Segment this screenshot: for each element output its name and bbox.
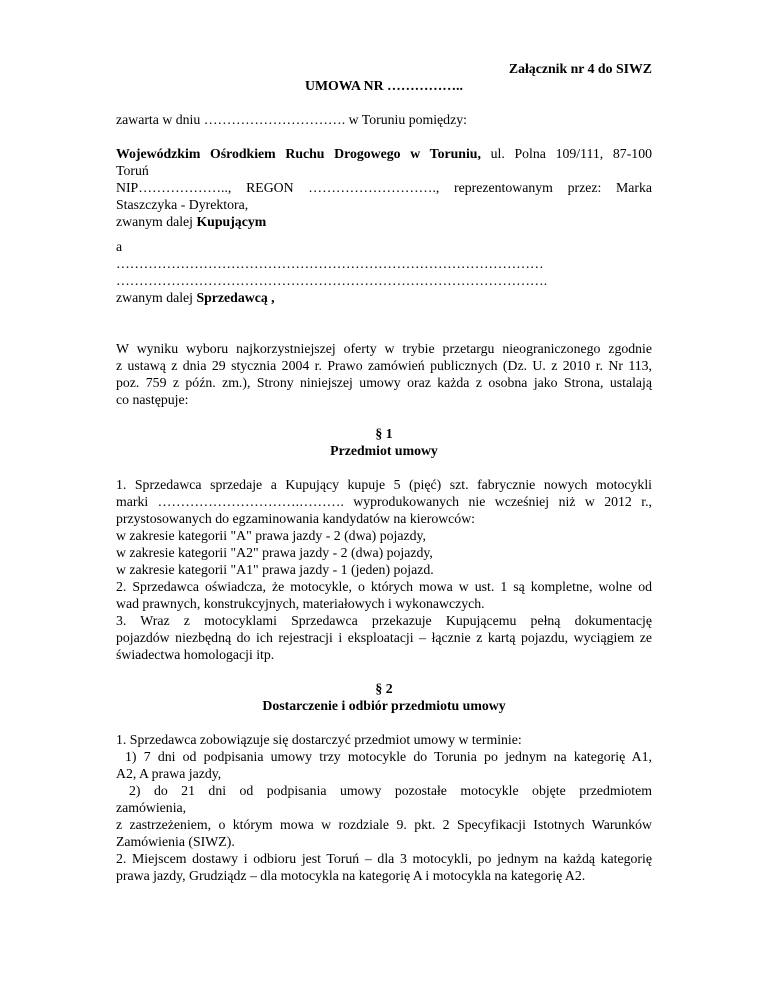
seller-dots-2: …………………………………………………………………………………. <box>116 273 548 288</box>
section-line: 2. Miejscem dostawy i odbioru jest Toruń – dla 3 motocykli, po jednym na każdą kategorię <box>116 851 652 866</box>
section-line: wad prawnych, konstrukcyjnych, materiałowych i wykonawczych. <box>116 596 485 611</box>
seller-called-suffix: , <box>267 290 275 305</box>
section-line: A2, A prawa jazdy, <box>116 766 222 781</box>
section-line: 2) do 21 dni od podpisania umowy pozostałe motocykle objęte przedmiotem <box>129 783 652 798</box>
section-line: 1. Sprzedawca zobowiązuje się dostarczyć przedmiot umowy w terminie: <box>116 732 522 747</box>
agreement-title: UMOWA NR …………….. <box>305 78 463 93</box>
annex-label: Załącznik nr 4 do SIWZ <box>508 61 652 76</box>
section-number: § 2 <box>375 681 393 696</box>
seller-called-name: Sprzedawcą <box>196 290 268 305</box>
section-line: Zamówienia (SIWZ). <box>116 834 235 849</box>
intro-line: W wyniku wyboru najkorzystniejszej oferty w trybie przetargu nieograniczonego zgodnie <box>116 341 652 356</box>
section-line: prawa jazdy, Grudziądz – dla motocykla na kategorię A i motocykla na kategorię A2. <box>116 868 586 883</box>
intro-line: poz. 759 z późn. zm.), Strony niniejszej umowy oraz każda z osobna jako Strona, ustalają <box>116 375 652 390</box>
section-line: świadectwa homologacji itp. <box>116 647 275 662</box>
seller-dots-1: ………………………………………………………………………………… <box>116 256 544 271</box>
section-line: 1. Sprzedawca sprzedaje a Kupujący kupuje 5 (pięć) szt. fabrycznie nowych motocykli <box>116 477 652 492</box>
seller-called-prefix: zwanym dalej <box>116 290 197 305</box>
section-number: § 1 <box>375 426 393 441</box>
section-line: 2. Sprzedawca oświadcza, że motocykle, o których mowa w ust. 1 są kompletne, wolne od <box>116 579 652 594</box>
buyer-called <box>116 213 652 230</box>
buyer-block <box>116 145 652 230</box>
section-line: 1) 7 dni od podpisania umowy trzy motocykle do Torunia po jednym na kategorię A1, <box>125 749 652 764</box>
section-line: 3. Wraz z motocyklami Sprzedawca przekazuje Kupującemu pełną dokumentację <box>116 613 652 628</box>
buyer-called-name: Kupującym <box>196 214 267 229</box>
concluded-line: zawarta w dniu …………………………. w Toruniu pomiędzy: <box>116 112 467 127</box>
section-2-body <box>116 731 652 884</box>
buyer-nip-line: NIP……………….., REGON ………………………., reprezentowanym przez: Marka <box>116 180 652 195</box>
document-page <box>116 60 652 884</box>
buyer-first-line <box>116 145 652 162</box>
buyer-address: ul. Polna 109/111, 87-100 <box>480 146 652 161</box>
section-line: zamówienia, <box>116 800 187 815</box>
intro-line: co następuje: <box>116 392 189 407</box>
section-line: marki ………………………….………. wyprodukowanych nie wcześniej niż w 2012 r., <box>116 494 652 509</box>
buyer-name: Wojewódzkim Ośrodkiem Ruchu Drogowego w Toruniu, <box>116 146 481 161</box>
section-line: w zakresie kategorii "A1" prawa jazdy - 1 (jeden) pojazd. <box>116 562 434 577</box>
section-1-body <box>116 476 652 663</box>
seller-and: a <box>116 239 123 254</box>
section-line: przystosowanych do egzaminowania kandydatów na kierowców: <box>116 511 475 526</box>
section-2 <box>116 680 652 884</box>
section-line: w zakresie kategorii "A" prawa jazdy - 2 (dwa) pojazdy, <box>116 528 426 543</box>
section-line: w zakresie kategorii "A2" prawa jazdy - 2 (dwa) pojazdy, <box>116 545 433 560</box>
section-line: z zastrzeżeniem, o którym mowa w rozdziale 9. pkt. 2 Specyfikacji Istotnych Warunków <box>116 817 652 832</box>
section-1 <box>116 425 652 663</box>
seller-called <box>116 289 652 306</box>
intro-line: z ustawą z dnia 29 stycznia 2004 r. Prawo zamówień publicznych (Dz. U. z 2010 r. Nr 113, <box>116 358 652 373</box>
buyer-city: Toruń <box>116 163 149 178</box>
section-title: Dostarczenie i odbiór przedmiotu umowy <box>262 698 506 713</box>
seller-block <box>116 238 652 306</box>
buyer-representative: Staszczyka - Dyrektora, <box>116 197 249 212</box>
buyer-called-prefix: zwanym dalej <box>116 214 197 229</box>
intro-paragraph <box>116 340 652 408</box>
section-title: Przedmiot umowy <box>330 443 438 458</box>
section-line: pojazdów niezbędną do ich rejestracji i eksploatacji – łącznie z kartą pojazdu, wyciągiem ze <box>116 630 652 645</box>
